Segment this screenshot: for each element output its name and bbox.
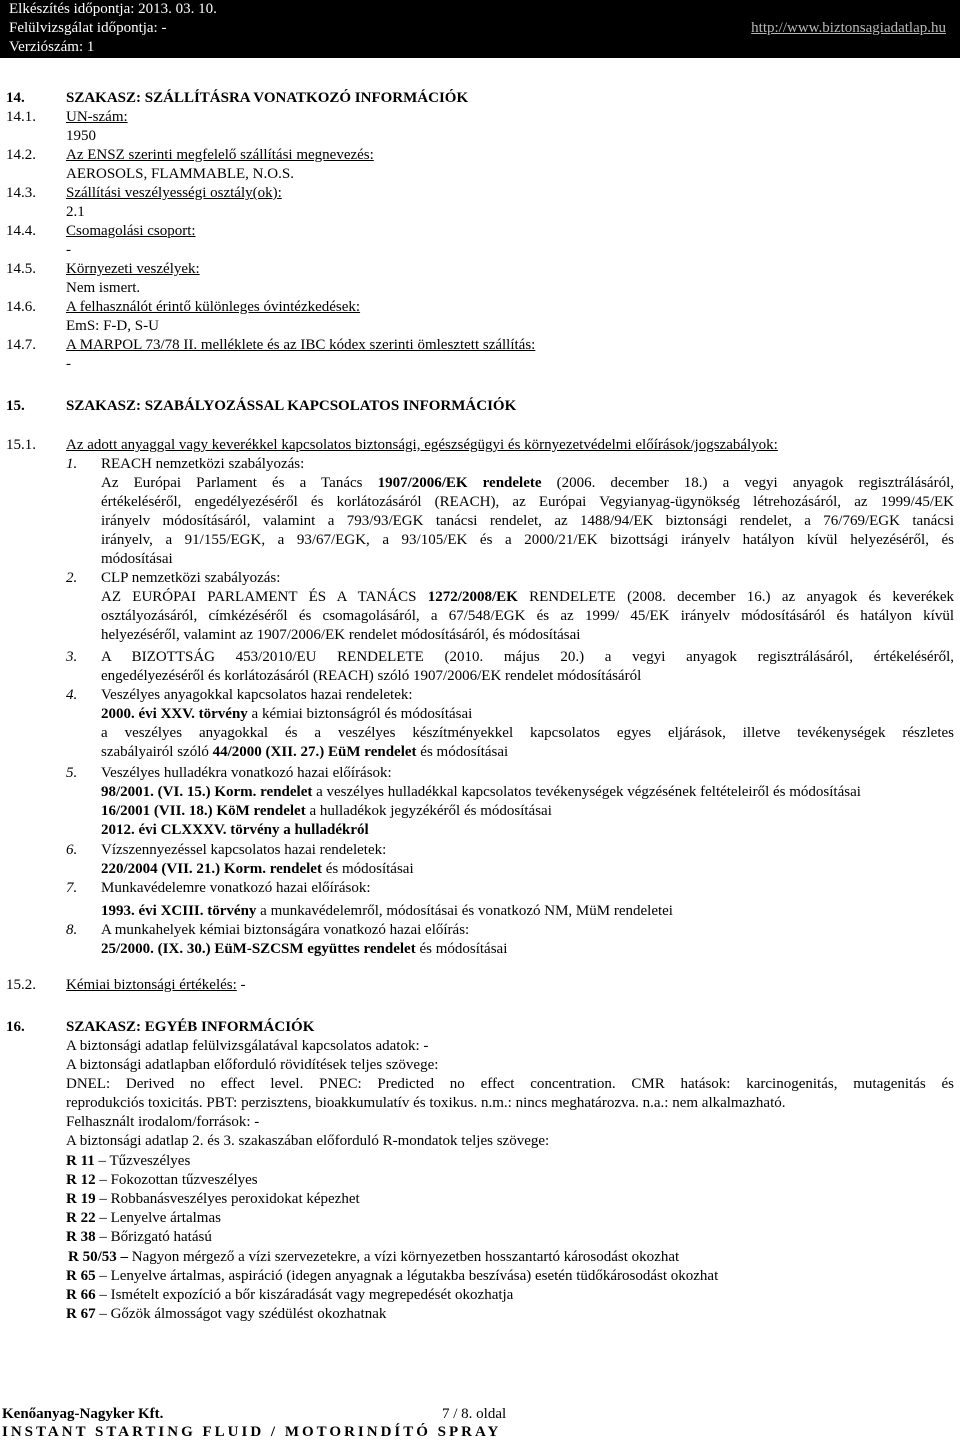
info-line: A biztonsági adatlapban előforduló rövidítések teljes szövege: <box>66 1057 439 1073</box>
list-number: 3. <box>66 649 78 665</box>
list-number: 8. <box>66 922 78 938</box>
info-line: Felhasznált irodalom/források: - <box>66 1114 260 1130</box>
section-number: 15. <box>6 398 25 414</box>
item-value: - <box>66 356 71 372</box>
item-number: 14.3. <box>6 185 36 201</box>
item-value: EmS: F-D, S-U <box>66 318 159 334</box>
reach-line: irányelv, a 91/155/EGK, a 93/67/EGK, a 93/105/EK és a 2000/21/EK bizottsági irányelv hatályon kívül helyezéséről, és <box>101 532 954 548</box>
reach-line: irányelv módosításáról, valamint a 793/93/EGK tanácsi rendelet, az 1488/94/EK biztonsági rendelet, a 76/769/EGK tanácsi <box>101 513 954 529</box>
clp-line: AZ EURÓPAI PARLAMENT ÉS A TANÁCS 1272/2008/EK RENDELETE (2008. december 16.) az anyagok és keverékek <box>101 589 955 605</box>
commission-line: engedélyezéséről és korlátozásáról (REACH) szóló 1907/2006/EK rendelet módosításáról <box>101 668 642 684</box>
prepared-date: Elkészítés időpontja: 2013. 03. 10. <box>9 1 217 17</box>
item-number: 14.5. <box>6 261 36 277</box>
law-line: a veszélyes anyagokkal és a veszélyes készítményekkel kapcsolatos egyes eljárások, illetve tevékenységek részletes <box>101 725 954 741</box>
info-line: A biztonsági adatlap 2. és 3. szakaszában előforduló R-mondatok teljes szövege: <box>66 1133 550 1149</box>
list-title: CLP nemzetközi szabályozás: <box>101 570 281 586</box>
r-phrase: R 11 – Tűzveszélyes <box>66 1153 191 1169</box>
law-line: szabályairól szóló 44/2000 (XII. 27.) EüM rendelet és módosításai <box>101 744 509 760</box>
list-number: 2. <box>66 570 78 586</box>
law-line: 16/2001 (VII. 18.) KöM rendelet a hulladékok jegyzékéről és módosításai <box>101 803 552 819</box>
section-title: SZAKASZ: SZÁLLÍTÁSRA VONATKOZÓ INFORMÁCIÓK <box>66 90 469 106</box>
info-line: reprodukciós toxicitás. PBT: perzisztens, bioakkumulatív és toxikus. n.m.: nincs meghatározva. n.a.: nem alkalmazható. <box>66 1095 786 1111</box>
section-number: 14. <box>6 90 25 106</box>
law-line: 220/2004 (VII. 21.) Korm. rendelet és módosításai <box>101 861 414 877</box>
website-link[interactable]: http://www.biztonsagiadatlap.hu <box>751 20 946 36</box>
r-phrase: R 38 – Bőrizgató hatású <box>66 1229 212 1245</box>
law-line: 25/2000. (IX. 30.) EüM-SZCSM együttes rendelet és módosításai <box>101 941 508 957</box>
subsection-number: 15.2. <box>6 977 36 993</box>
list-number: 6. <box>66 842 78 858</box>
item-value: 2.1 <box>66 204 85 220</box>
list-title: Munkavédelemre vonatkozó hazai előírások: <box>101 880 371 896</box>
version-number: Verziószám: 1 <box>9 39 95 55</box>
r-phrase: R 67 – Gőzök álmosságot vagy szédülést okozhatnak <box>66 1306 387 1322</box>
r-phrase: R 66 – Ismételt expozíció a bőr kiszáradását vagy megrepedését okozhatja <box>66 1287 514 1303</box>
law-line: 98/2001. (VI. 15.) Korm. rendelet a veszélyes hulladékkal kapcsolatos tevékenységek végzésének feltételeiről és módosításai <box>101 784 861 800</box>
info-line: A biztonsági adatlap felülvizsgálatával kapcsolatos adatok: - <box>66 1038 429 1054</box>
review-date: Felülvizsgálat időpontja: - <box>9 20 167 36</box>
document-header <box>0 0 960 58</box>
clp-line: helyezéséről, valamint az 1907/2006/EK rendelet módosításáról, és módosításai <box>101 627 581 643</box>
subsection-label: Kémiai biztonsági értékelés: - <box>66 977 246 993</box>
clp-line: osztályozásáról, címkézéséről és csomagolásáról, a 67/548/EGK és az 1999/ 45/EK irányelv módosításáról és hatályon kívül <box>101 608 954 624</box>
reach-line: Az Európai Parlament és a Tanács 1907/2006/EK rendelete (2006. december 18.) a vegyi anyagok regisztrálásáról, <box>101 475 955 491</box>
company-name: Kenőanyag-Nagyker Kft. <box>2 1406 164 1422</box>
item-value: Nem ismert. <box>66 280 141 296</box>
item-number: 14.6. <box>6 299 36 315</box>
reach-line: értékeléséről, engedélyezéséről és korlátozásáról (REACH), az Európai Vegyianyag-ügynökség létrehozásáról, az 1999/45/EK <box>101 494 954 510</box>
section-title: SZAKASZ: SZABÁLYOZÁSSAL KAPCSOLATOS INFORMÁCIÓK <box>66 398 517 414</box>
r-phrase: R 19 – Robbanásveszélyes peroxidokat képezhet <box>66 1191 360 1207</box>
list-number: 1. <box>66 456 78 472</box>
list-number: 7. <box>66 880 78 896</box>
item-number: 14.7. <box>6 337 36 353</box>
item-value: - <box>66 242 71 258</box>
subsection-label: Az adott anyaggal vagy keverékkel kapcsolatos biztonsági, egészségügyi és környezetvédelmi előírások/jogszabályok: <box>66 437 778 453</box>
item-value: 1950 <box>66 128 96 144</box>
page-number: 7 / 8. oldal <box>442 1406 507 1422</box>
law-line: 2012. évi CLXXXV. törvény a hulladékról <box>101 822 369 838</box>
item-label: Környezeti veszélyek: <box>66 261 200 277</box>
commission-line: A BIZOTTSÁG 453/2010/EU RENDELETE (2010. május 20.) a vegyi anyagok regisztrálásáról, értékeléséről, <box>101 649 954 665</box>
r-phrase: R 65 – Lenyelve ártalmas, aspiráció (idegen anyagnak a légutakba beszívása) esetén tüdőkárosodást okozhat <box>66 1268 719 1284</box>
product-name: INSTANT STARTING FLUID / MOTORINDÍTÓ SPRAY <box>2 1424 502 1440</box>
list-number: 5. <box>66 765 78 781</box>
item-label: Szállítási veszélyességi osztály(ok): <box>66 185 282 201</box>
law-line: 1993. évi XCIII. törvény a munkavédelemről, módosításai és vonatkozó NM, MüM rendeletei <box>101 903 673 919</box>
list-title: Veszélyes anyagokkal kapcsolatos hazai rendeletek: <box>101 687 413 703</box>
r-phrase: R 50/53 – Nagyon mérgező a vízi szervezetekre, a vízi környezetben hosszantartó károsodást okozhat <box>68 1249 680 1265</box>
law-line: 2000. évi XXV. törvény a kémiai biztonságról és módosításai <box>101 706 473 722</box>
subsection-number: 15.1. <box>6 437 36 453</box>
info-line: DNEL: Derived no effect level. PNEC: Predicted no effect concentration. CMR hatások: karcinogenitás, mutagenitás és <box>66 1076 954 1092</box>
r-phrase: R 22 – Lenyelve ártalmas <box>66 1210 221 1226</box>
item-number: 14.1. <box>6 109 36 125</box>
reach-line: módosításai <box>101 551 173 567</box>
item-label: A felhasználót érintő különleges óvintézkedések: <box>66 299 361 315</box>
item-value: AEROSOLS, FLAMMABLE, N.O.S. <box>66 166 294 182</box>
list-number: 4. <box>66 687 78 703</box>
section-title: SZAKASZ: EGYÉB INFORMÁCIÓK <box>66 1019 315 1035</box>
item-label: A MARPOL 73/78 II. melléklete és az IBC kódex szerinti ömlesztett szállítás: <box>66 337 536 353</box>
item-number: 14.2. <box>6 147 36 163</box>
list-title: A munkahelyek kémiai biztonságára vonatkozó hazai előírás: <box>101 922 470 938</box>
section-number: 16. <box>6 1019 25 1035</box>
item-label: UN-szám: <box>66 109 128 125</box>
r-phrase: R 12 – Fokozottan tűzveszélyes <box>66 1172 258 1188</box>
list-title: Veszélyes hulladékra vonatkozó hazai előírások: <box>101 765 392 781</box>
list-title: Vízszennyezéssel kapcsolatos hazai rendeletek: <box>101 842 387 858</box>
item-label: Csomagolási csoport: <box>66 223 196 239</box>
list-title: REACH nemzetközi szabályozás: <box>101 456 305 472</box>
item-label: Az ENSZ szerinti megfelelő szállítási megnevezés: <box>66 147 374 163</box>
item-number: 14.4. <box>6 223 36 239</box>
